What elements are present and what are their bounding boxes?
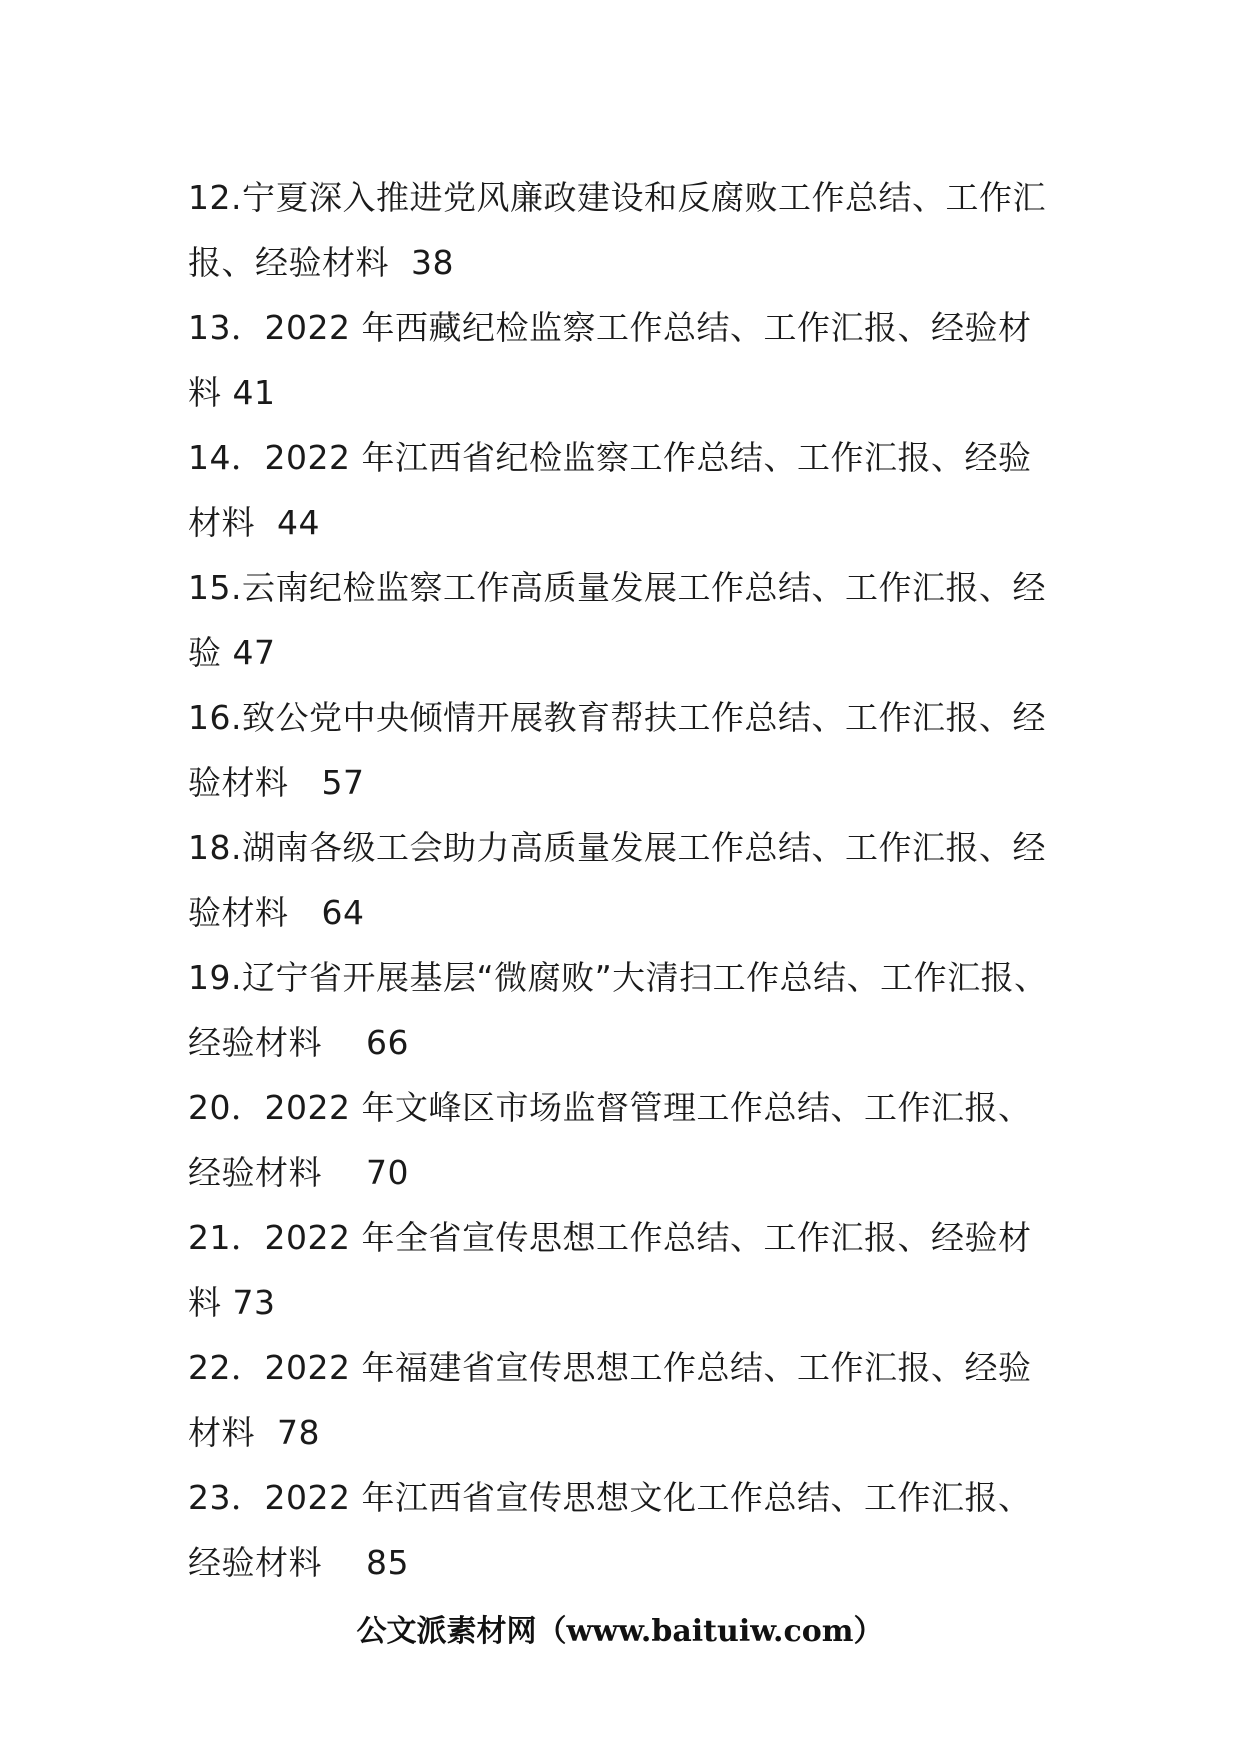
toc-line: 报、经验材料 38	[188, 243, 454, 282]
toc-line: 验材料 64	[188, 893, 365, 932]
toc-line: 经验材料 85	[188, 1543, 409, 1582]
toc-line: 料 41	[188, 373, 276, 412]
toc-line: 材料 44	[188, 503, 320, 542]
toc-line: 22．2022 年福建省宣传思想工作总结、工作汇报、经验	[188, 1348, 1032, 1387]
toc-line: 21．2022 年全省宣传思想工作总结、工作汇报、经验材	[188, 1218, 1032, 1257]
toc-line: 15.云南纪检监察工作高质量发展工作总结、工作汇报、经	[188, 568, 1046, 607]
toc-line: 18.湖南各级工会助力高质量发展工作总结、工作汇报、经	[188, 828, 1046, 867]
page-footer: 公文派素材网（www.baituiw.com）	[356, 1614, 884, 1649]
toc-line: 20．2022 年文峰区市场监督管理工作总结、工作汇报、	[188, 1088, 1032, 1127]
toc-line: 材料 78	[188, 1413, 320, 1452]
toc-line: 经验材料 70	[188, 1153, 409, 1192]
toc-line: 14．2022 年江西省纪检监察工作总结、工作汇报、经验	[188, 438, 1032, 477]
toc-line: 23．2022 年江西省宣传思想文化工作总结、工作汇报、	[188, 1478, 1032, 1517]
toc-line: 16.致公党中央倾情开展教育帮扶工作总结、工作汇报、经	[188, 698, 1046, 737]
table-of-contents	[188, 165, 1088, 1595]
toc-line: 经验材料 66	[188, 1023, 409, 1062]
toc-line: 13．2022 年西藏纪检监察工作总结、工作汇报、经验材	[188, 308, 1032, 347]
toc-line: 验材料 57	[188, 763, 365, 802]
toc-line: 料 73	[188, 1283, 276, 1322]
toc-line: 验 47	[188, 633, 276, 672]
toc-line: 12.宁夏深入推进党风廉政建设和反腐败工作总结、工作汇	[188, 178, 1046, 217]
toc-line: 19.辽宁省开展基层“微腐败”大清扫工作总结、工作汇报、	[188, 958, 1048, 997]
